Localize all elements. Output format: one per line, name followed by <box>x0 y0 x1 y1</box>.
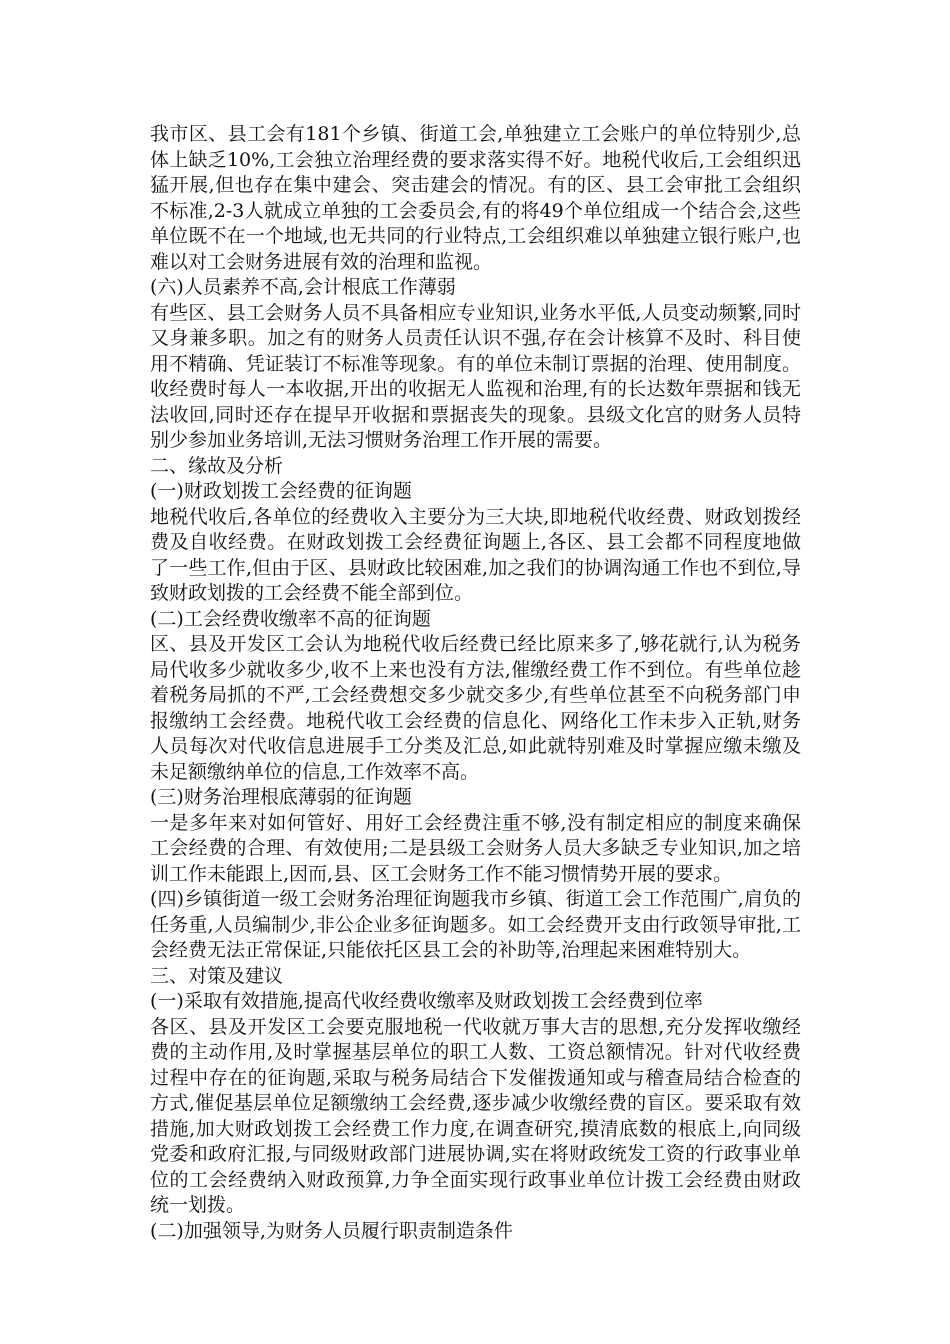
heading-weak-management: (三)财务治理根底薄弱的征询题 <box>150 786 412 808</box>
heading-fiscal-allocation: (一)财政划拨工会经费的征询题 <box>150 480 412 502</box>
section-heading-measures: 三、对策及建议 <box>150 964 284 987</box>
document-page <box>150 122 801 1244</box>
paragraph-weak-management: 一是多年来对如何管好、用好工会经费注重不够,没有制定相应的制度来确保工会经费的合理、有效使用;二是县级工会财务人员大多缺乏专业知识,加之培训工作未能跟上,因而,县、区工会财务工作不能习惯情势开展的要求。 <box>150 811 801 885</box>
paragraph-staff-quality: 有些区、县工会财务人员不具备相应专业知识,业务水平低,人员变动频繁,同时又身兼多职。加之有的财务人员责任认识不强,存在会计核算不及时、科目使用不精确、凭证装订不标准等现象。有的单位未制订票据的治理、使用制度。收经费时每人一本收据,开出的收据无人监视和治理,有的长达数年票据和钱无法收回,同时还存在提早开收据和票据丧失的现象。县级文化宫的财务人员特别少参加业务培训,无法习惯财务治理工作开展的需要。 <box>150 301 801 451</box>
heading-strengthen-leadership: (二)加强领导,为财务人员履行职责制造条件 <box>150 1219 513 1242</box>
paragraph-collection-rate: 区、县及开发区工会认为地税代收后经费已经比原来多了,够花就行,认为税务局代收多少就收多少,收不上来也没有方法,催缴经费工作不到位。有些单位趁着税务局抓的不严,工会经费想交多少就交多少,有些单位甚至不向税务部门申报缴纳工会经费。地税代收工会经费的信息化、网络化工作未步入正轨,财务人员每次对代收信息进展手工分类及汇总,如此就特别难及时掌握应缴未缴及未足额缴纳单位的信息,工作效率不高。 <box>150 633 801 783</box>
paragraph-union-accounts: 我市区、县工会有181个乡镇、街道工会,单独建立工会账户的单位特别少,总体上缺乏10%,工会独立治理经费的要求落实得不好。地税代收后,工会组织迅猛开展,但也存在集中建会、突击建会的情况。有的区、县工会审批工会组织不标准,2-3人就成立单独的工会委员会,有的将49个单位组成一个结合会,这些单位既不在一个地域,也无共同的行业特点,工会组织难以单独建立银行账户,也难以对工会财务进展有效的治理和监视。 <box>150 123 801 273</box>
section-heading-causes: 二、缘故及分析 <box>150 454 284 477</box>
paragraph-township-unions: (四)乡镇街道一级工会财务治理征询题我市乡镇、街道工会工作范围广,肩负的任务重,人员编制少,非公企业多征询题多。如工会经费开支由行政领导审批,工会经费无法正常保证,只能依托区县工会的补助等,治理起来困难特别大。 <box>150 888 801 961</box>
paragraph-effective-measures: 各区、县及开发区工会要克服地税一代收就万事大吉的思想,充分发挥收缴经费的主动作用,及时掌握基层单位的职工人数、工资总额情况。针对代收经费过程中存在的征询题,采取与税务局结合下发催拨通知或与稽查局结合检查的方式,催促基层单位足额缴纳工会经费,逐步减少收缴经费的盲区。要采取有效措施,加大财政划拨工会经费工作力度,在调查研究,摸清底数的根底上,向同级党委和政府汇报,与同级财政部门进展协调,实在将财政统发工资的行政事业单位的工会经费纳入财政预算,力争全面实现行政事业单位计拨工会经费由财政统一划拨。 <box>150 1015 801 1216</box>
heading-staff-quality: (六)人员素养不高,会计根底工作薄弱 <box>150 276 456 298</box>
heading-effective-measures: (一)采取有效措施,提高代收经费收缴率及财政划拨工会经费到位率 <box>150 990 703 1012</box>
heading-collection-rate: (二)工会经费收缴率不高的征询题 <box>150 607 431 630</box>
paragraph-fiscal-allocation: 地税代收后,各单位的经费收入主要分为三大块,即地税代收经费、财政划拨经费及自收经费。在财政划拨工会经费征询题上,各区、县工会都不同程度地做了一些工作,但由于区、县财政比较困难,加之我们的协调沟通工作也不到位,导致财政划拨的工会经费不能全部到位。 <box>150 505 801 604</box>
